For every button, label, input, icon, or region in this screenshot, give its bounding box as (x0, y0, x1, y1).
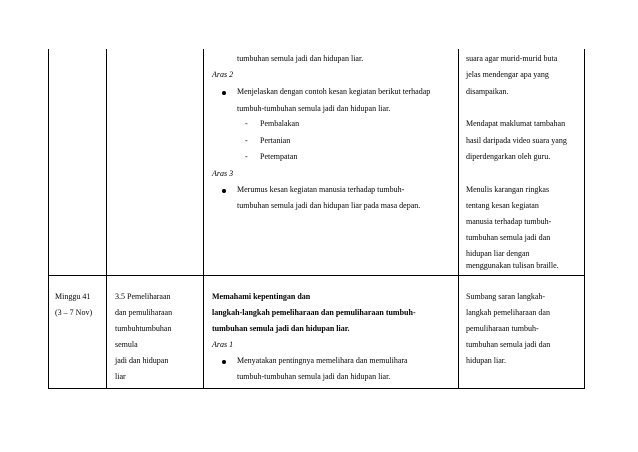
bullet-icon (222, 91, 226, 95)
activity-line: hasil daripada video suara yang (466, 136, 567, 145)
sub-item-pertanian: Pertanian (260, 136, 291, 145)
activity-line: diperdengarkan oleh guru. (466, 152, 551, 161)
topic-line: liar (115, 372, 126, 381)
topic-line: 3.5 Pemeliharaan (115, 292, 171, 301)
activity-line: menggunakan tulisan braille. (466, 261, 559, 270)
sub-item-pembalakan: Pembalakan (260, 119, 300, 128)
topic-line: semula (115, 340, 138, 349)
aras-1-label: Aras 1 (212, 340, 234, 349)
column-divider (203, 49, 204, 389)
continued-text-line: tumbuhan semula jadi dan hidupan liar. (237, 54, 364, 63)
column-divider (106, 49, 107, 389)
activity-line: hidupan liar dengan (466, 249, 530, 258)
table-border-right (584, 49, 585, 389)
topic-line: tumbuhtumbuhan (115, 324, 172, 333)
activity-line: Menulis karangan ringkas (466, 185, 550, 194)
week-label: Minggu 41 (55, 292, 91, 301)
activity-line: tumbuhan semula jadi dan (466, 233, 551, 242)
standard-title: tumbuhan semula jadi dan hidupan liar. (212, 324, 350, 333)
topic-line: dan pemuliharaan (115, 308, 173, 317)
activity-line: Sumbang saran langkah- (466, 292, 546, 301)
aras-2-label: Aras 2 (212, 70, 234, 79)
objective-line: tumbuh-tumbuhan semula jadi dan hidupan liar. (237, 372, 391, 381)
table-border-left (48, 49, 49, 389)
objective-line: tumbuhan semula jadi dan hidupan liar pada masa depan. (237, 201, 421, 210)
standard-title: langkah-langkah pemeliharaan dan pemuliharaan tumbuh- (212, 308, 416, 317)
activity-line: tumbuhan semula jadi dan (466, 340, 551, 349)
sub-item-petempatan: Petempatan (260, 152, 298, 161)
table-border-bottom (48, 388, 585, 389)
activity-line: disampaikan. (466, 87, 509, 96)
bullet-icon (222, 360, 226, 364)
dash-marker: - (245, 119, 248, 128)
bullet-icon (222, 189, 226, 193)
activity-line: hidupan liar. (466, 356, 506, 365)
topic-line: jadi dan hidupan (115, 356, 169, 365)
activity-line: Mendapat maklumat tambahan (466, 119, 566, 128)
activity-line: pemuliharaan tumbuh- (466, 324, 539, 333)
activity-line: langkah pemeliharaan dan (466, 308, 550, 317)
standard-title: Memahami kepentingan dan (212, 292, 311, 301)
column-divider (458, 49, 459, 389)
activity-line: manusia terhadap tumbuh- (466, 217, 552, 226)
lesson-table (48, 49, 585, 389)
date-range: (3 – 7 Nov) (55, 308, 93, 317)
objective-line: Menjelaskan dengan contoh kesan kegiatan berikut terhadap (237, 87, 431, 96)
aras-3-label: Aras 3 (212, 169, 234, 178)
dash-marker: - (245, 152, 248, 161)
objective-line: tumbuh-tumbuhan semula jadi dan hidupan liar. (237, 104, 391, 113)
objective-line: Menyatakan pentingnya memelihara dan memulihara (237, 356, 408, 365)
row-divider (48, 275, 585, 276)
objective-line: Merumus kesan kegiatan manusia terhadap tumbuh- (237, 185, 405, 194)
activity-line: jelas mendengar apa yang (466, 70, 549, 79)
activity-line: suara agar murid-murid buta (466, 54, 558, 63)
activity-line: tentang kesan kegiatan (466, 201, 539, 210)
dash-marker: - (245, 136, 248, 145)
